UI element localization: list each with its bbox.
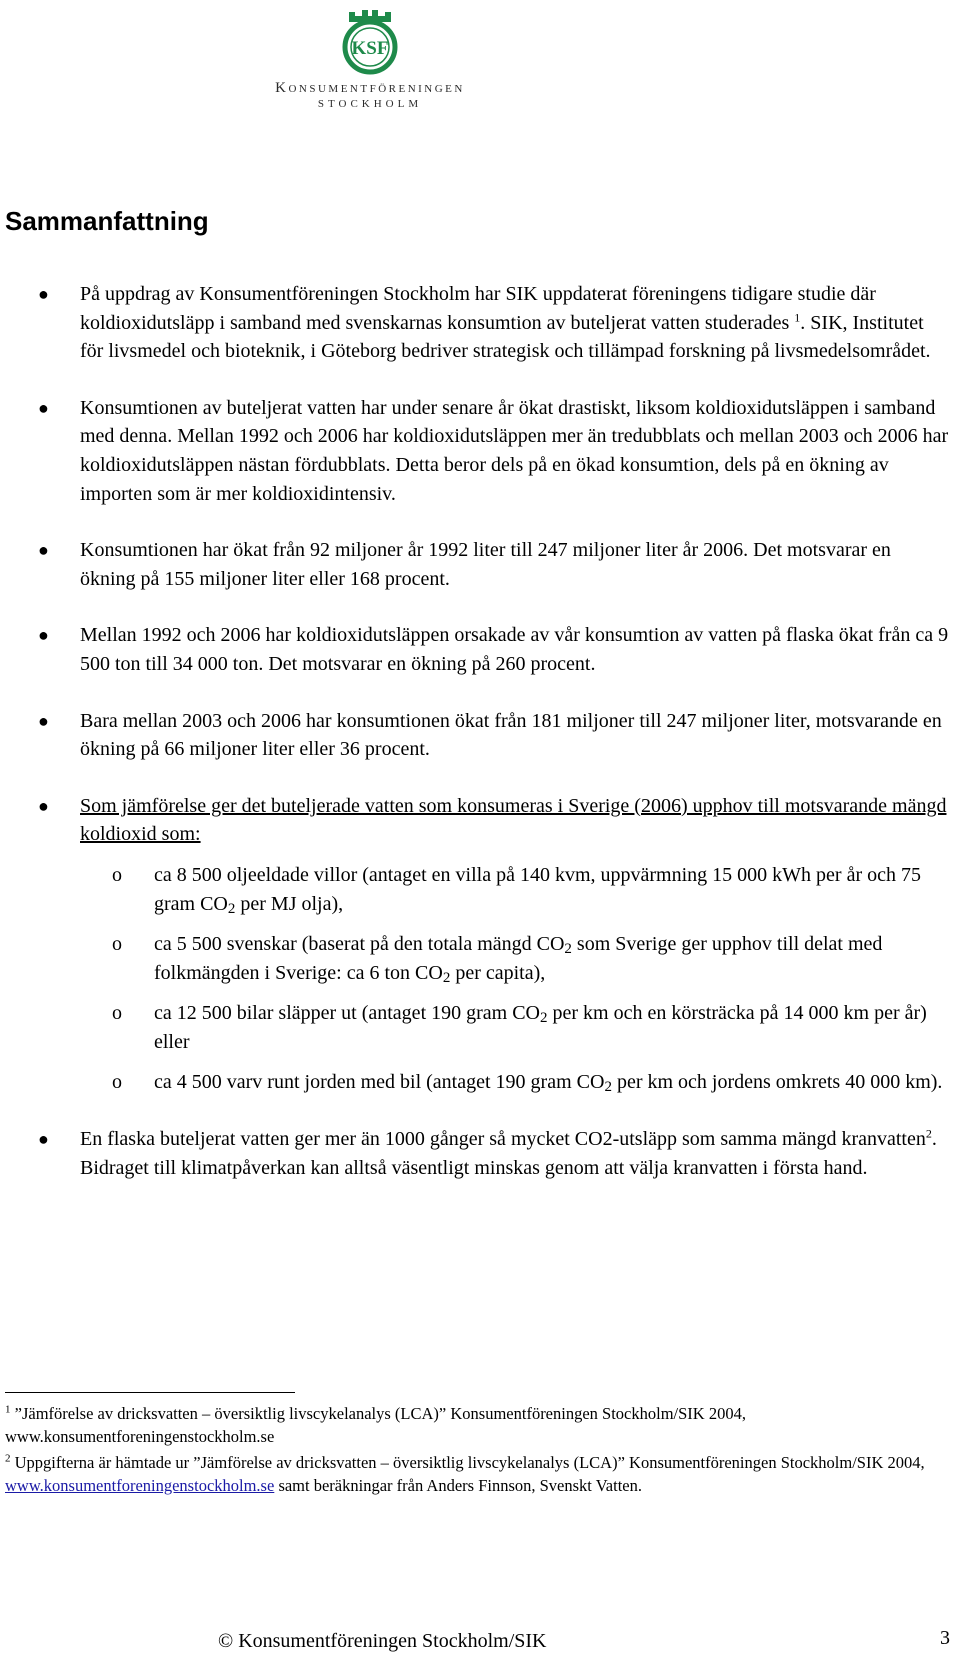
logo-monogram: KSF bbox=[351, 38, 389, 59]
paragraph-text: . Bidraget till klimatpåverkan kan alltså väsentligt minskas genom att välja kranvatten i första hand. bbox=[80, 1128, 937, 1179]
sub-item-text: per capita), bbox=[450, 961, 546, 984]
footnote-text: Uppgifterna är hämtade ur ”Jämförelse av dricksvatten – översiktlig livscykelanalys (LCA)” Konsumentföreningen Stockholm/SIK 2004, bbox=[10, 1453, 925, 1472]
list-item bbox=[0, 536, 950, 593]
section-title: Sammanfattning bbox=[5, 206, 209, 236]
list-item bbox=[0, 621, 950, 678]
subscript: 2 bbox=[604, 1079, 612, 1096]
website-link[interactable]: www.konsumentforeningenstockholm.se bbox=[5, 1475, 275, 1495]
footnote-text: ”Jämförelse av dricksvatten – översiktlig livscykelanalys (LCA)” Konsumentföreningen Stockholm/SIK 2004, www.konsumentforeningenstockholm.se bbox=[5, 1404, 746, 1446]
footnote-text: samt beräkningar från Anders Finnson, Svenskt Vatten. bbox=[274, 1475, 642, 1495]
sub-item-text: per MJ olja), bbox=[235, 892, 344, 915]
summary-list bbox=[0, 280, 960, 1182]
sub-list-item bbox=[0, 861, 954, 918]
logo-city: STOCKHOLM bbox=[317, 98, 423, 110]
comparison-intro: Som jämförelse ger det buteljerade vatten som konsumeras i Sverige (2006) upphov till motsvarande mängd koldioxid som: bbox=[80, 794, 947, 846]
sub-item-text: ca 8 500 oljeeldade villor (antaget en villa på 140 kvm, uppvärmning 15 000 kWh per år och 75 gram CO bbox=[154, 863, 922, 915]
bullet-icon: ● bbox=[38, 1129, 49, 1150]
comparison-list bbox=[0, 861, 950, 1097]
footnotes bbox=[5, 1403, 950, 1501]
bullet-icon: ● bbox=[38, 710, 49, 731]
sub-item-text: ca 4 500 varv runt jorden med bil (antaget 190 gram CO bbox=[154, 1071, 605, 1094]
list-item bbox=[0, 394, 950, 508]
sub-item-text: ca 5 500 svenskar (baserat på den totala mängd CO bbox=[154, 933, 565, 956]
page-number: 3 bbox=[940, 1627, 950, 1649]
sub-bullet-marker: o bbox=[112, 863, 122, 886]
ksf-emblem-icon bbox=[335, 6, 405, 76]
logo-name: Konsumentföreningen bbox=[275, 80, 465, 96]
paragraph-text: På uppdrag av Konsumentföreningen Stockholm har SIK uppdaterat föreningens tidigare studie där koldioxidutsläpp i samband med svenskarnas konsumtion av buteljerat vatten studerades bbox=[80, 283, 876, 334]
sub-item-text: ca 12 500 bilar släpper ut (antaget 190 gram CO bbox=[154, 1002, 540, 1025]
sub-bullet-marker: o bbox=[112, 933, 122, 956]
footnote-divider bbox=[5, 1392, 295, 1393]
paragraph-text: Konsumtionen har ökat från 92 miljoner år 1992 liter till 247 miljoner liter år 2006. Det motsvarar en ökning på 155 miljoner liter eller 168 procent. bbox=[80, 539, 891, 590]
paragraph-text: Konsumtionen av buteljerat vatten har under senare år ökat drastiskt, liksom koldioxidutsläppen i samband med denna. Mellan 1992 och 2006 har koldioxidutsläppen mer än tredubblats och mellan 2003 och 2006 har koldioxidutsläppen nästan fördubblats. Detta beror dels på en ökad konsumtion, dels på en ökning av importen som är mer koldioxidintensiv. bbox=[80, 396, 949, 505]
footnote-1 bbox=[5, 1403, 950, 1448]
footnote-ref: 1 bbox=[794, 309, 801, 324]
list-item bbox=[0, 707, 950, 764]
subscript: 2 bbox=[564, 941, 572, 958]
subscript: 2 bbox=[540, 1010, 548, 1027]
sub-bullet-marker: o bbox=[112, 1002, 122, 1025]
ksf-logo bbox=[250, 6, 490, 111]
bullet-icon: ● bbox=[38, 625, 49, 646]
list-item bbox=[0, 792, 950, 1097]
page-footer-copyright: © Konsumentföreningen Stockholm/SIK bbox=[218, 1630, 547, 1652]
bullet-icon: ● bbox=[38, 795, 49, 816]
sub-item-text: per km och jordens omkrets 40 000 km). bbox=[611, 1071, 943, 1094]
footnote-number: 1 bbox=[5, 1403, 11, 1416]
footnote-2 bbox=[5, 1452, 950, 1497]
sub-item-text: per km och en körsträcka på 14 000 km per år) eller bbox=[154, 1002, 927, 1053]
summary-content bbox=[0, 280, 960, 1210]
list-item bbox=[0, 280, 950, 366]
sub-list-item bbox=[0, 930, 954, 987]
bullet-icon: ● bbox=[38, 284, 49, 304]
subscript: 2 bbox=[227, 900, 236, 917]
sub-item-text: som Sverige ger upphov till delat med folkmängden i Sverige: ca 6 ton CO bbox=[154, 933, 883, 984]
paragraph-text: Mellan 1992 och 2006 har koldioxidutsläppen orsakade av vår konsumtion av vatten på flaska ökat från ca 9 500 ton till 34 000 ton. Det motsvarar en ökning på 260 procent. bbox=[80, 624, 949, 675]
subscript: 2 bbox=[442, 969, 451, 986]
paragraph-text: . SIK, Institutet för livsmedel och bioteknik, i Göteborg bedriver strategisk och tillämpad forskning på livsmedelsområdet. bbox=[80, 311, 931, 363]
paragraph-text: Bara mellan 2003 och 2006 har konsumtionen ökat från 181 miljoner till 247 miljoner liter, motsvarande en ökning på 66 miljoner liter eller 36 procent. bbox=[80, 709, 942, 761]
sub-list-item bbox=[0, 1068, 954, 1097]
sub-bullet-marker: o bbox=[112, 1071, 122, 1094]
bullet-icon: ● bbox=[38, 540, 49, 561]
list-item bbox=[0, 1125, 950, 1182]
footnote-number: 2 bbox=[5, 1452, 11, 1465]
sub-list-item bbox=[0, 999, 954, 1056]
bullet-icon: ● bbox=[38, 397, 49, 418]
paragraph-text: En flaska buteljerat vatten ger mer än 1000 gånger så mycket CO2-utsläpp som samma mängd kranvatten bbox=[80, 1128, 926, 1151]
footnote-ref: 2 bbox=[925, 1126, 932, 1141]
